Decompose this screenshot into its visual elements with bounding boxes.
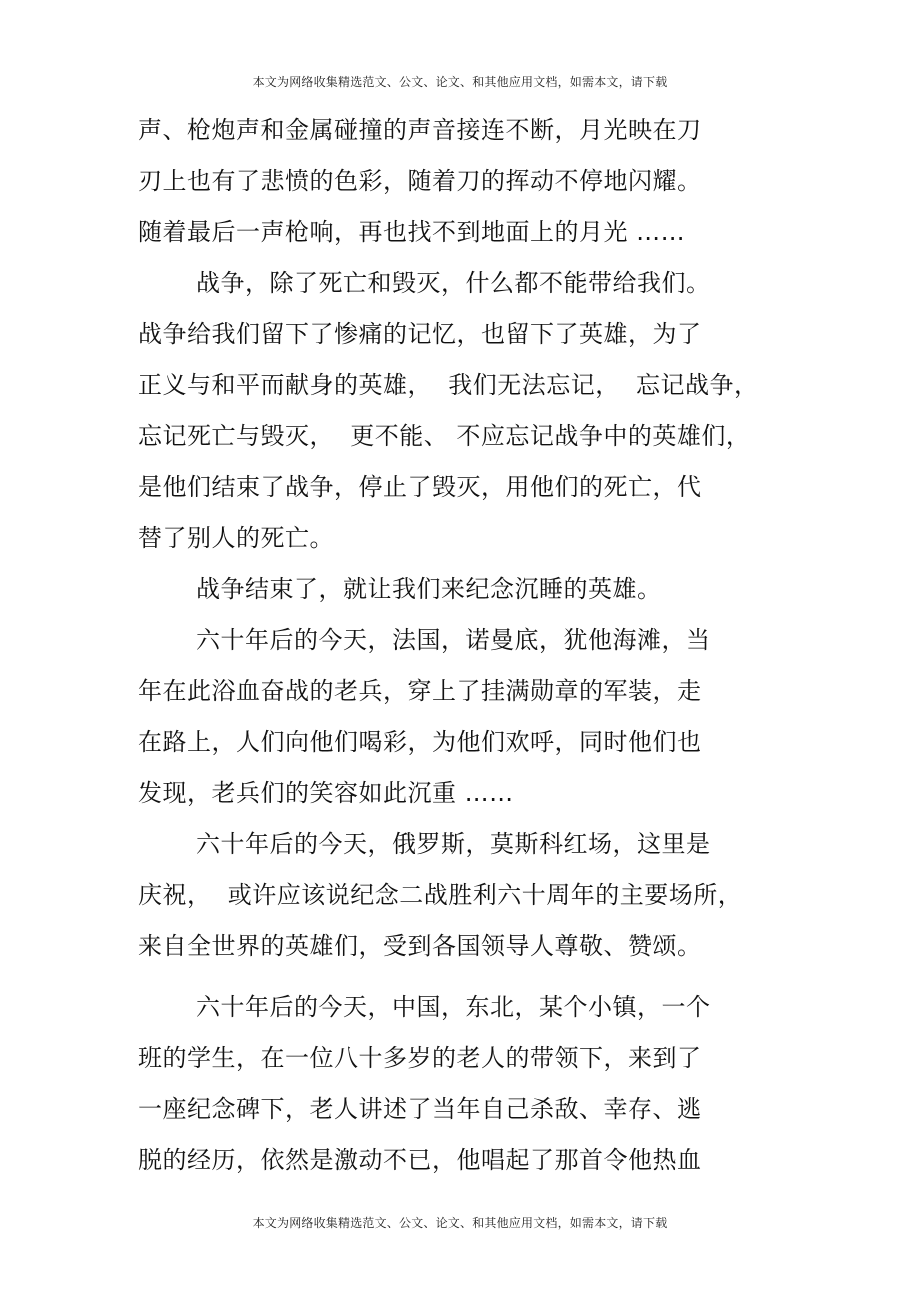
text-line: 随着最后一声枪响，再也找不到地面上的月光 …… — [138, 218, 686, 246]
page-header: 本文为网络收集精选范文、公文、论文、和其他应用文档，如需本文，请下载 — [252, 75, 668, 89]
text-line: 脱的经历，依然是激动不已，他唱起了那首令他热血 — [138, 1146, 702, 1174]
text-line: 来自全世界的英雄们，受到各国领导人尊敬、赞颂。 — [138, 932, 702, 960]
text-line: 刃上也有了悲愤的色彩，随着刀的挥动不停地闪耀。 — [138, 167, 702, 195]
text-line: 班的学生，在一位八十多岁的老人的带领下，来到了 — [138, 1044, 702, 1072]
text-line: 年在此浴血奋战的老兵，穿上了挂满勋章的军装，走 — [138, 677, 702, 705]
text-line: 发现，老兵们的笑容如此沉重 …… — [138, 779, 514, 807]
document-body — [138, 105, 778, 1186]
text-line: 战争给我们留下了惨痛的记忆，也留下了英雄，为了 — [138, 320, 702, 348]
paragraph-start: 战争结束了，就让我们来纪念沉睡的英雄。 — [196, 575, 662, 603]
paragraph-start: 六十年后的今天，俄罗斯，莫斯科红场，这里是 — [196, 830, 711, 858]
text-line: 忘记死亡与毁灭， 更不能、 不应忘记战争中的英雄们， — [138, 422, 751, 450]
text-line: 正义与和平而献身的英雄， 我们无法忘记， 忘记战争， — [138, 371, 759, 399]
page-footer: 本文为网络收集精选范文、公文、论文、和其他应用文档，如需本文，请下载 — [252, 1216, 668, 1230]
paragraph-start: 六十年后的今天，中国，东北，某个小镇，一个 — [196, 993, 711, 1021]
text-line: 庆祝， 或许应该说纪念二战胜利六十周年的主要场所， — [138, 881, 743, 909]
paragraph-start: 战争，除了死亡和毁灭，什么都不能带给我们。 — [196, 269, 711, 297]
text-line: 一座纪念碑下，老人讲述了当年自己杀敌、幸存、逃 — [138, 1095, 702, 1123]
text-line: 是他们结束了战争，停止了毁灭，用他们的死亡，代 — [138, 473, 702, 501]
paragraph-start: 六十年后的今天，法国，诺曼底，犹他海滩，当 — [196, 626, 711, 654]
text-line: 声、枪炮声和金属碰撞的声音接连不断，月光映在刀 — [138, 116, 702, 144]
text-line: 在路上，人们向他们喝彩，为他们欢呼，同时他们也 — [138, 728, 702, 756]
text-line: 替了别人的死亡。 — [138, 524, 334, 552]
